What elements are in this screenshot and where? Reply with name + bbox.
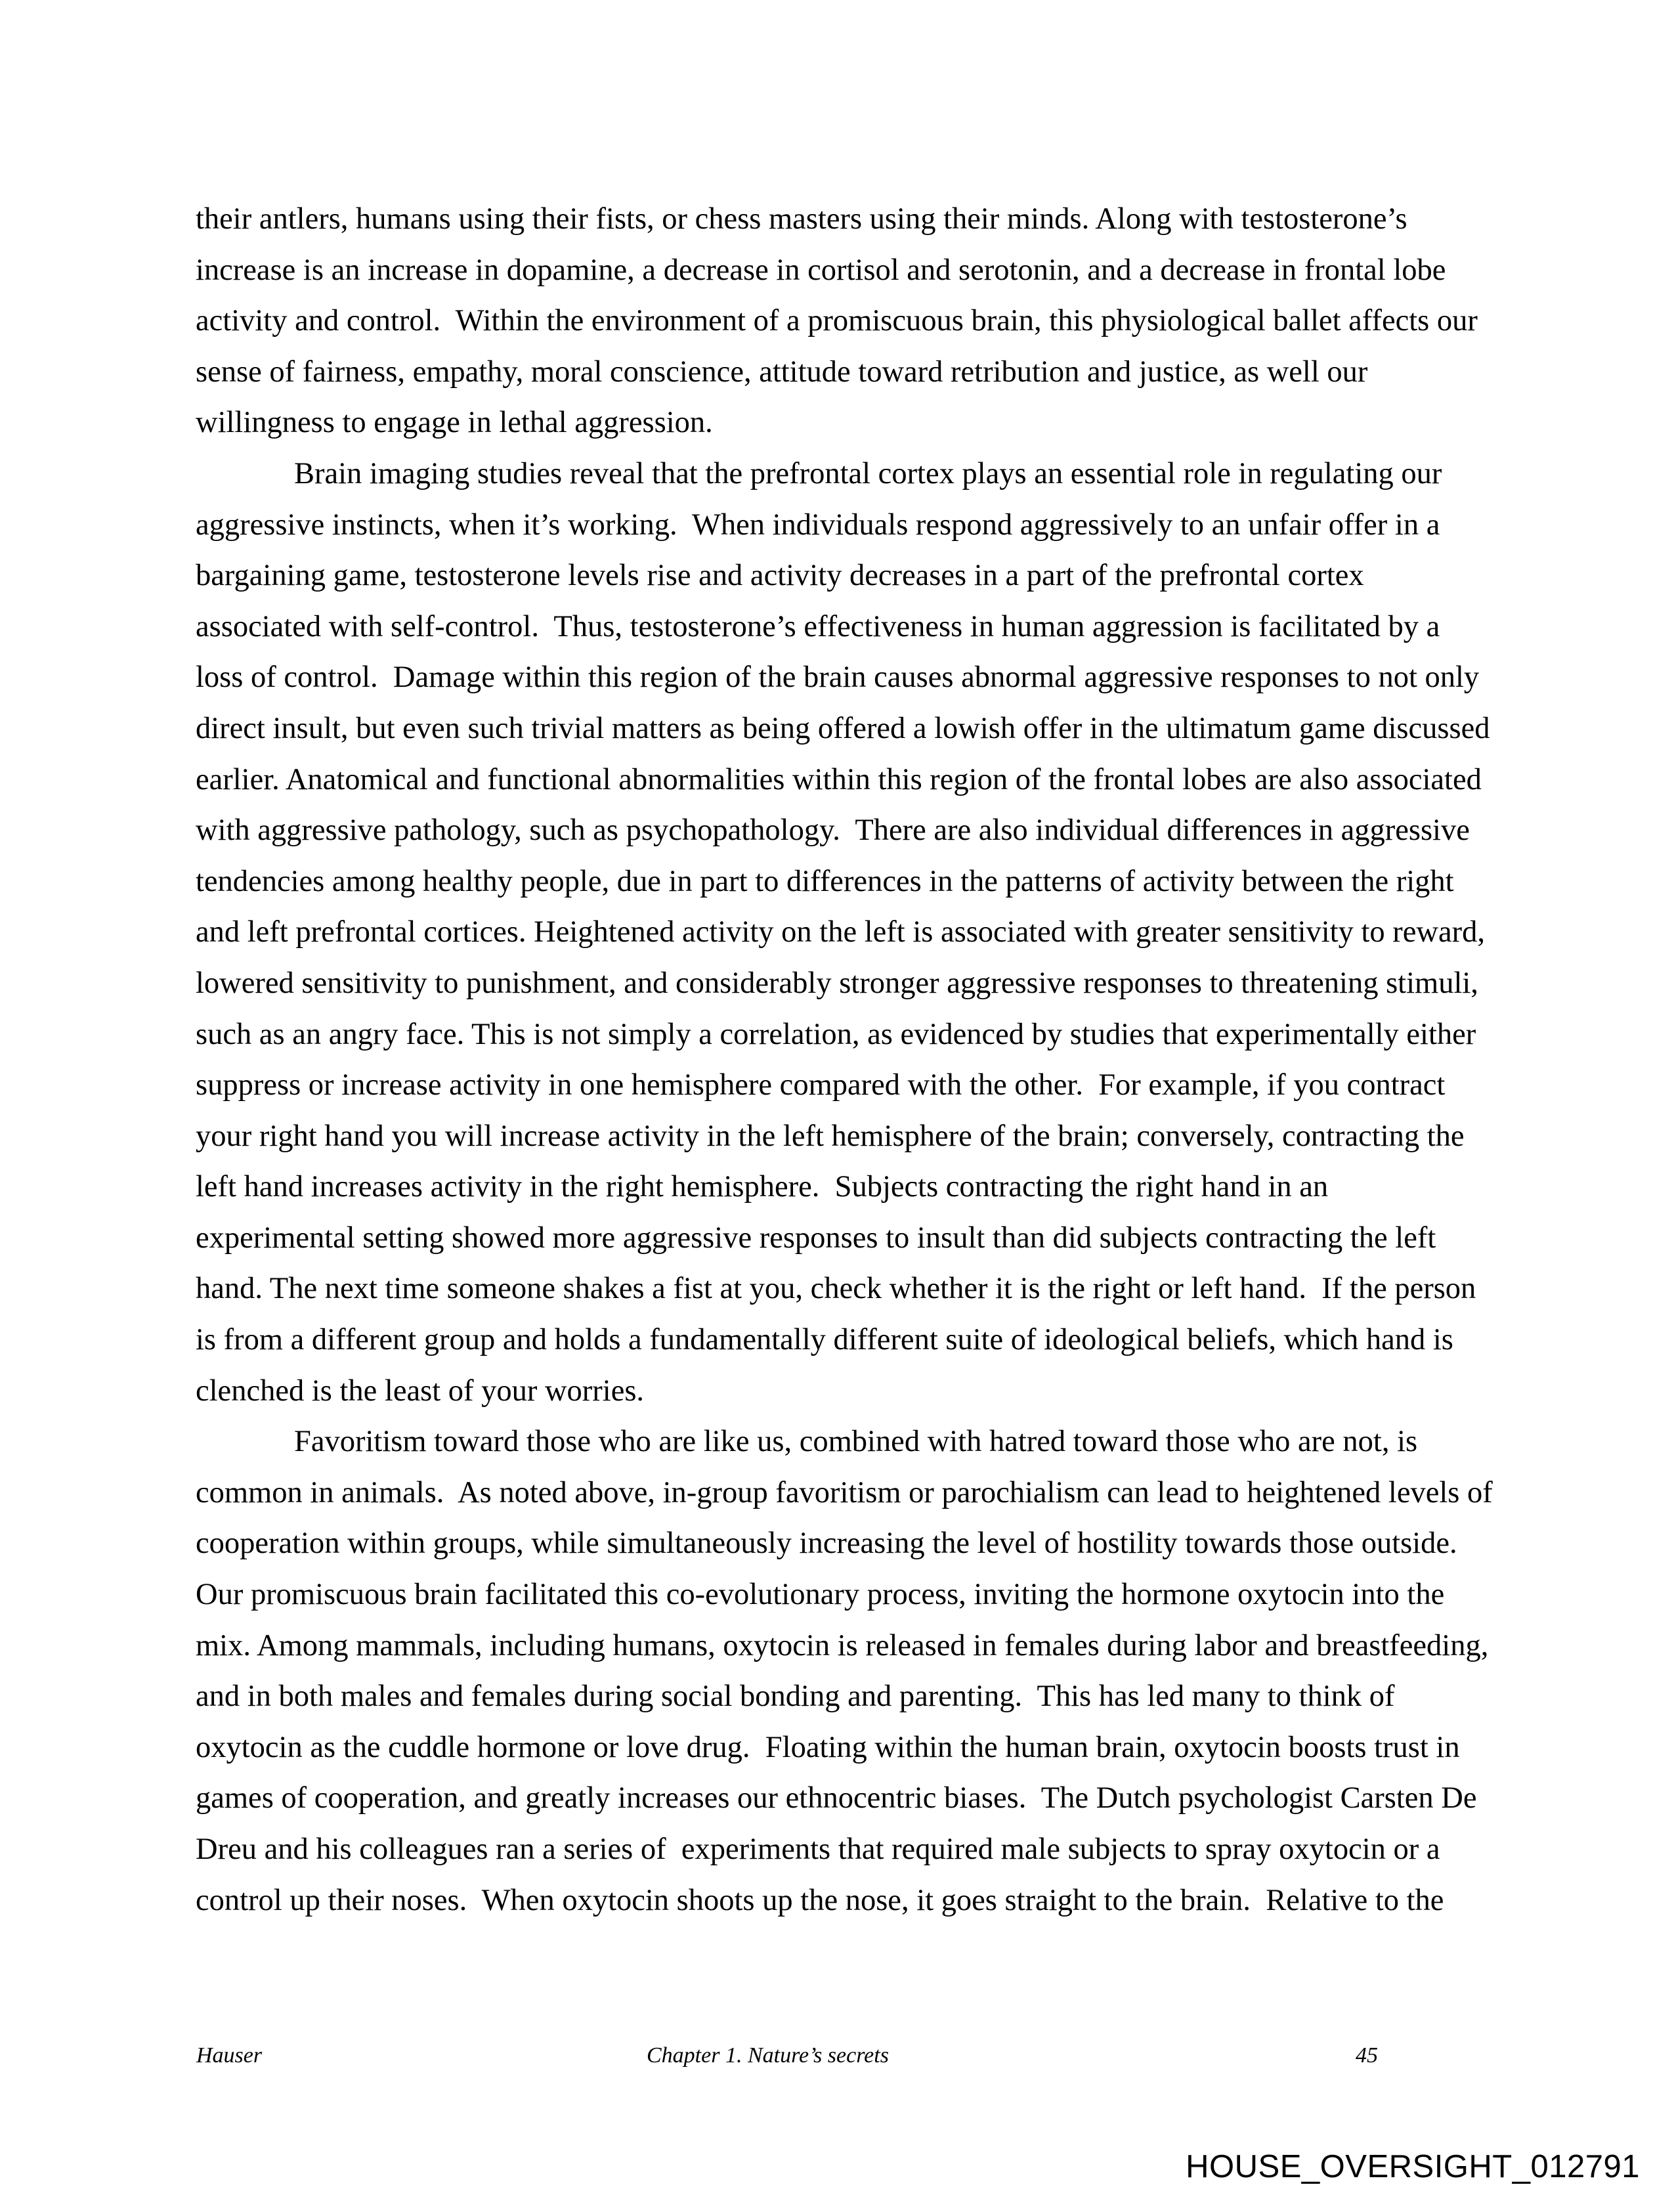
text-line: direct insult, but even such trivial matters as being offered a lowish offer in the ultimatum game discussed (196, 711, 1490, 745)
text-line: clenched is the least of your worries. (196, 1374, 645, 1408)
text-line: and in both males and females during social bonding and parenting. This has led many to think of (196, 1680, 1395, 1714)
text-line: mix. Among mammals, including humans, oxytocin is released in females during labor and breastfeeding, (196, 1628, 1489, 1662)
footer-author: Hauser (196, 2043, 263, 2068)
text-line: increase is an increase in dopamine, a decrease in cortisol and serotonin, and a decrease in frontal lobe (196, 253, 1446, 287)
text-line: aggressive instincts, when it’s working. When individuals respond aggressively to an unfair offer in a (196, 508, 1440, 542)
text-line: and left prefrontal cortices. Heightened activity on the left is associated with greater sensitivity to reward, (196, 915, 1485, 949)
text-line: their antlers, humans using their fists, or chess masters using their minds. Along with testosterone’s (196, 202, 1407, 236)
text-line: games of cooperation, and greatly increases our ethnocentric biases. The Dutch psychologist Carsten De (196, 1781, 1477, 1815)
text-line: experimental setting showed more aggressive responses to insult than did subjects contracting the left (196, 1221, 1436, 1255)
text-line: Dreu and his colleagues ran a series of experiments that required male subjects to spray oxytocin or a (196, 1832, 1440, 1866)
paragraph-first-line: Brain imaging studies reveal that the prefrontal cortex plays an essential role in regulating our (294, 456, 1442, 490)
text-line: sense of fairness, empathy, moral conscience, attitude toward retribution and justice, as well our (196, 355, 1368, 389)
text-line: your right hand you will increase activity in the left hemisphere of the brain; conversely, contracting the (196, 1119, 1465, 1153)
text-line: control up their noses. When oxytocin shoots up the nose, it goes straight to the brain. Relative to the (196, 1883, 1444, 1917)
footer-page-number: 45 (1356, 2043, 1378, 2068)
text-line: left hand increases activity in the right hemisphere. Subjects contracting the right hand in an (196, 1170, 1329, 1204)
body-text (196, 194, 1493, 1926)
text-line: hand. The next time someone shakes a fist at you, check whether it is the right or left hand. If the person (196, 1272, 1476, 1306)
text-line: common in animals. As noted above, in-group favoritism or parochialism can lead to heightened levels of (196, 1475, 1493, 1509)
footer-chapter-title: Chapter 1. Nature’s secrets (647, 2043, 889, 2068)
text-line: with aggressive pathology, such as psychopathology. There are also individual differences in aggressive (196, 813, 1470, 848)
text-line: such as an angry face. This is not simply a correlation, as evidenced by studies that experimentally either (196, 1017, 1476, 1051)
text-line: loss of control. Damage within this region of the brain causes abnormal aggressive responses to not only (196, 661, 1480, 695)
text-line: suppress or increase activity in one hemisphere compared with the other. For example, if you contract (196, 1068, 1446, 1102)
text-line: is from a different group and holds a fundamentally different suite of ideological beliefs, which hand is (196, 1323, 1453, 1357)
text-line: activity and control. Within the environment of a promiscuous brain, this physiological ballet affects our (196, 304, 1478, 338)
text-line: oxytocin as the cuddle hormone or love drug. Floating within the human brain, oxytocin boosts trust in (196, 1730, 1460, 1764)
text-line: willingness to engage in lethal aggression. (196, 406, 713, 440)
text-line: bargaining game, testosterone levels rise and activity decreases in a part of the prefrontal cortex (196, 559, 1364, 593)
text-line: earlier. Anatomical and functional abnormalities within this region of the frontal lobes are also associated (196, 762, 1482, 796)
text-line: cooperation within groups, while simultaneously increasing the level of hostility towards those outside. (196, 1527, 1457, 1561)
page-footer (0, 2043, 1674, 2076)
text-line: Our promiscuous brain facilitated this co-evolutionary process, inviting the hormone oxytocin into the (196, 1578, 1445, 1612)
paragraph-first-line: Favoritism toward those who are like us, combined with hatred toward those who are not, is (294, 1425, 1418, 1459)
text-line: lowered sensitivity to punishment, and considerably stronger aggressive responses to threatening stimuli, (196, 966, 1478, 1000)
bates-stamp: HOUSE_OVERSIGHT_012791 (1186, 2149, 1640, 2184)
text-line: tendencies among healthy people, due in part to differences in the patterns of activity between the right (196, 864, 1454, 898)
text-line: associated with self-control. Thus, testosterone’s effectiveness in human aggression is facilitated by a (196, 609, 1440, 643)
